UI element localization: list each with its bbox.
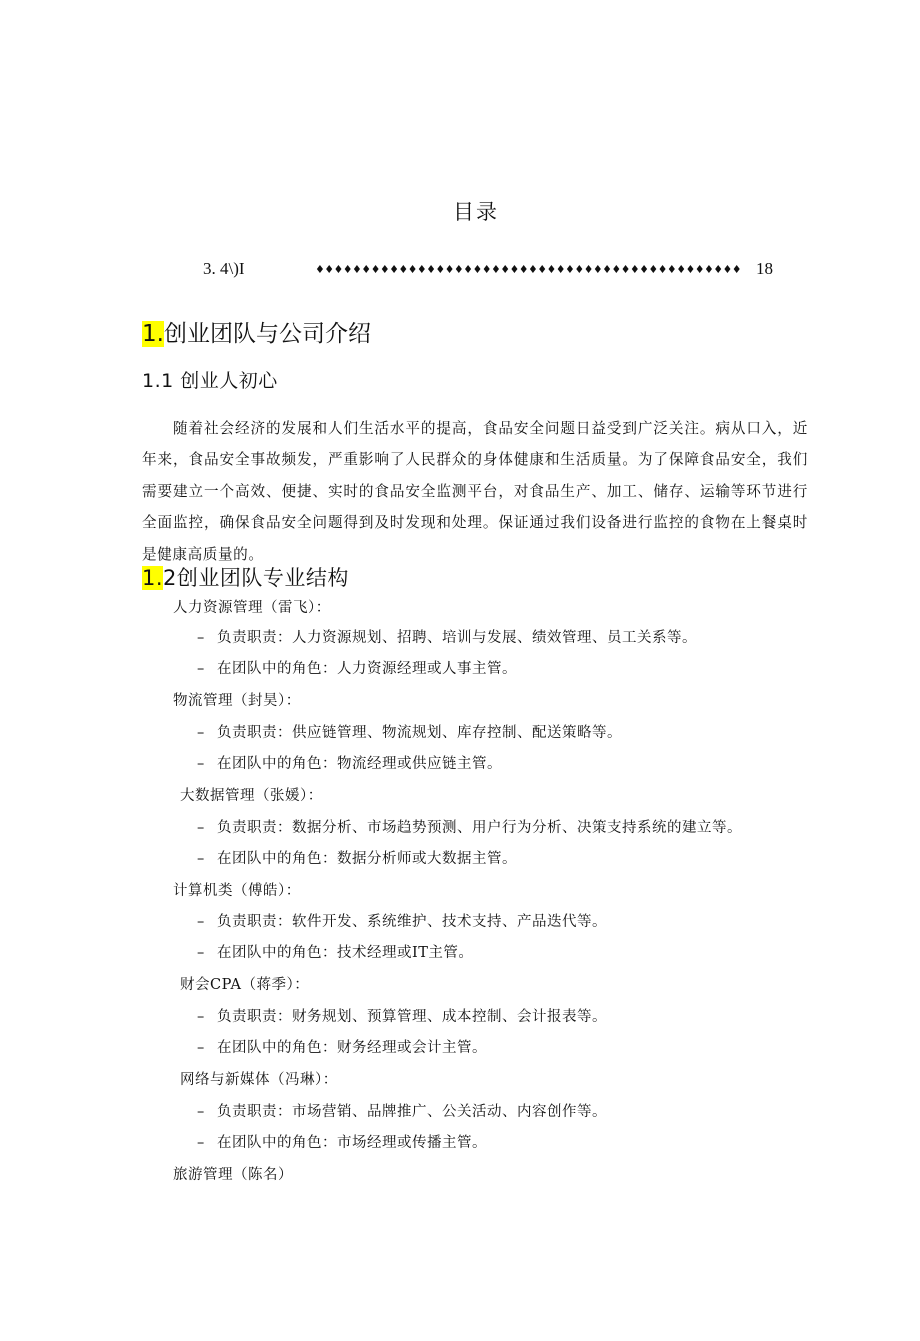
role-position-text: 在团队中的角色：技术经理或IT主管。 [217, 945, 474, 961]
section-1-heading [142, 315, 371, 348]
bullet-dash: – [197, 756, 205, 772]
role-duty [197, 1005, 607, 1026]
toc-entry-number: 3. 4\)I [203, 259, 245, 278]
toc-leader-dots: ♦♦♦♦♦♦♦♦♦♦♦♦♦♦♦♦♦♦♦♦♦♦♦♦♦♦♦♦♦♦♦♦♦♦♦♦♦♦♦♦♦♦♦♦♦♦ [315, 263, 742, 276]
role-name: 物流管理（封昊）： [173, 693, 301, 709]
toc-title: 目录 [453, 200, 499, 224]
role-name: 网络与新媒体（冯琳）： [180, 1072, 338, 1088]
role-duty-text: 负责职责：软件开发、系统维护、技术支持、产品迭代等。 [217, 914, 607, 930]
section-1-1-paragraph: 随着社会经济的发展和人们生活水平的提高，食品安全问题日益受到广泛关注。病从口入，近年来，食品安全事故频发，严重影响了人民群众的身体健康和生活质量。为了保障食品安全，我们需要建立一个高效、便捷、实时的食品安全监测平台，对食品生产、加工、储存、运输等环节进行全面监控，确保食品安全问题得到及时发现和处理。保证通过我们设备进行监控的食物在上餐桌时是健康高质量的。 [142, 419, 808, 563]
role-position [197, 847, 517, 868]
role-position [197, 752, 502, 773]
role-name: 计算机类（傅皓）： [173, 883, 301, 899]
role-duty [197, 626, 697, 647]
bullet-dash: – [197, 1040, 205, 1056]
role-name: 财会CPA（蒋季）： [180, 977, 310, 993]
role-position-text: 在团队中的角色：市场经理或传播主管。 [217, 1135, 487, 1151]
role-name: 大数据管理（张媛）： [180, 788, 323, 804]
section-1-1-heading: 1.1 创业人初心 [142, 370, 278, 392]
role-duty [197, 721, 622, 742]
bullet-dash: – [197, 914, 205, 930]
bullet-dash: – [197, 1009, 205, 1025]
bullet-dash: – [197, 820, 205, 836]
role-duty-text: 负责职责：供应链管理、物流规划、库存控制、配送策略等。 [217, 725, 622, 741]
bullet-dash: – [197, 1135, 205, 1151]
role-position [197, 657, 517, 678]
role-position-text: 在团队中的角色：数据分析师或大数据主管。 [217, 851, 517, 867]
role-duty [197, 1100, 607, 1121]
role-duty [197, 910, 607, 931]
role-position-text: 在团队中的角色：物流经理或供应链主管。 [217, 756, 502, 772]
role-name: 旅游管理（陈名） [173, 1167, 293, 1183]
role-duty-text: 负责职责：财务规划、预算管理、成本控制、会计报表等。 [217, 1009, 607, 1025]
bullet-dash: – [197, 945, 205, 961]
role-duty-text: 负责职责：数据分析、市场趋势预测、用户行为分析、决策支持系统的建立等。 [217, 820, 742, 836]
toc-entry[interactable] [203, 259, 783, 281]
bullet-dash: – [197, 851, 205, 867]
section-1-number-highlight: 1. [142, 321, 164, 347]
bullet-dash: – [197, 630, 205, 646]
bullet-dash: – [197, 725, 205, 741]
role-position [197, 1036, 487, 1057]
role-duty-text: 负责职责：市场营销、品牌推广、公关活动、内容创作等。 [217, 1104, 607, 1120]
section-1-2-title: 2创业团队专业结构 [163, 566, 349, 590]
role-duty [197, 816, 742, 837]
section-1-2-heading [142, 562, 349, 592]
bullet-dash: – [197, 661, 205, 677]
role-name: 人力资源管理（雷飞）： [173, 600, 331, 616]
role-position [197, 941, 473, 962]
section-1-title: 创业团队与公司介绍 [163, 321, 371, 347]
toc-entry-page: 18 [756, 259, 773, 278]
bullet-dash: – [197, 1104, 205, 1120]
role-duty-text: 负责职责：人力资源规划、招聘、培训与发展、绩效管理、员工关系等。 [217, 630, 697, 646]
role-position [197, 1131, 487, 1152]
role-position-text: 在团队中的角色：财务经理或会计主管。 [217, 1040, 487, 1056]
role-position-text: 在团队中的角色：人力资源经理或人事主管。 [217, 661, 517, 677]
section-1-2-number-highlight: 1. [142, 566, 164, 590]
